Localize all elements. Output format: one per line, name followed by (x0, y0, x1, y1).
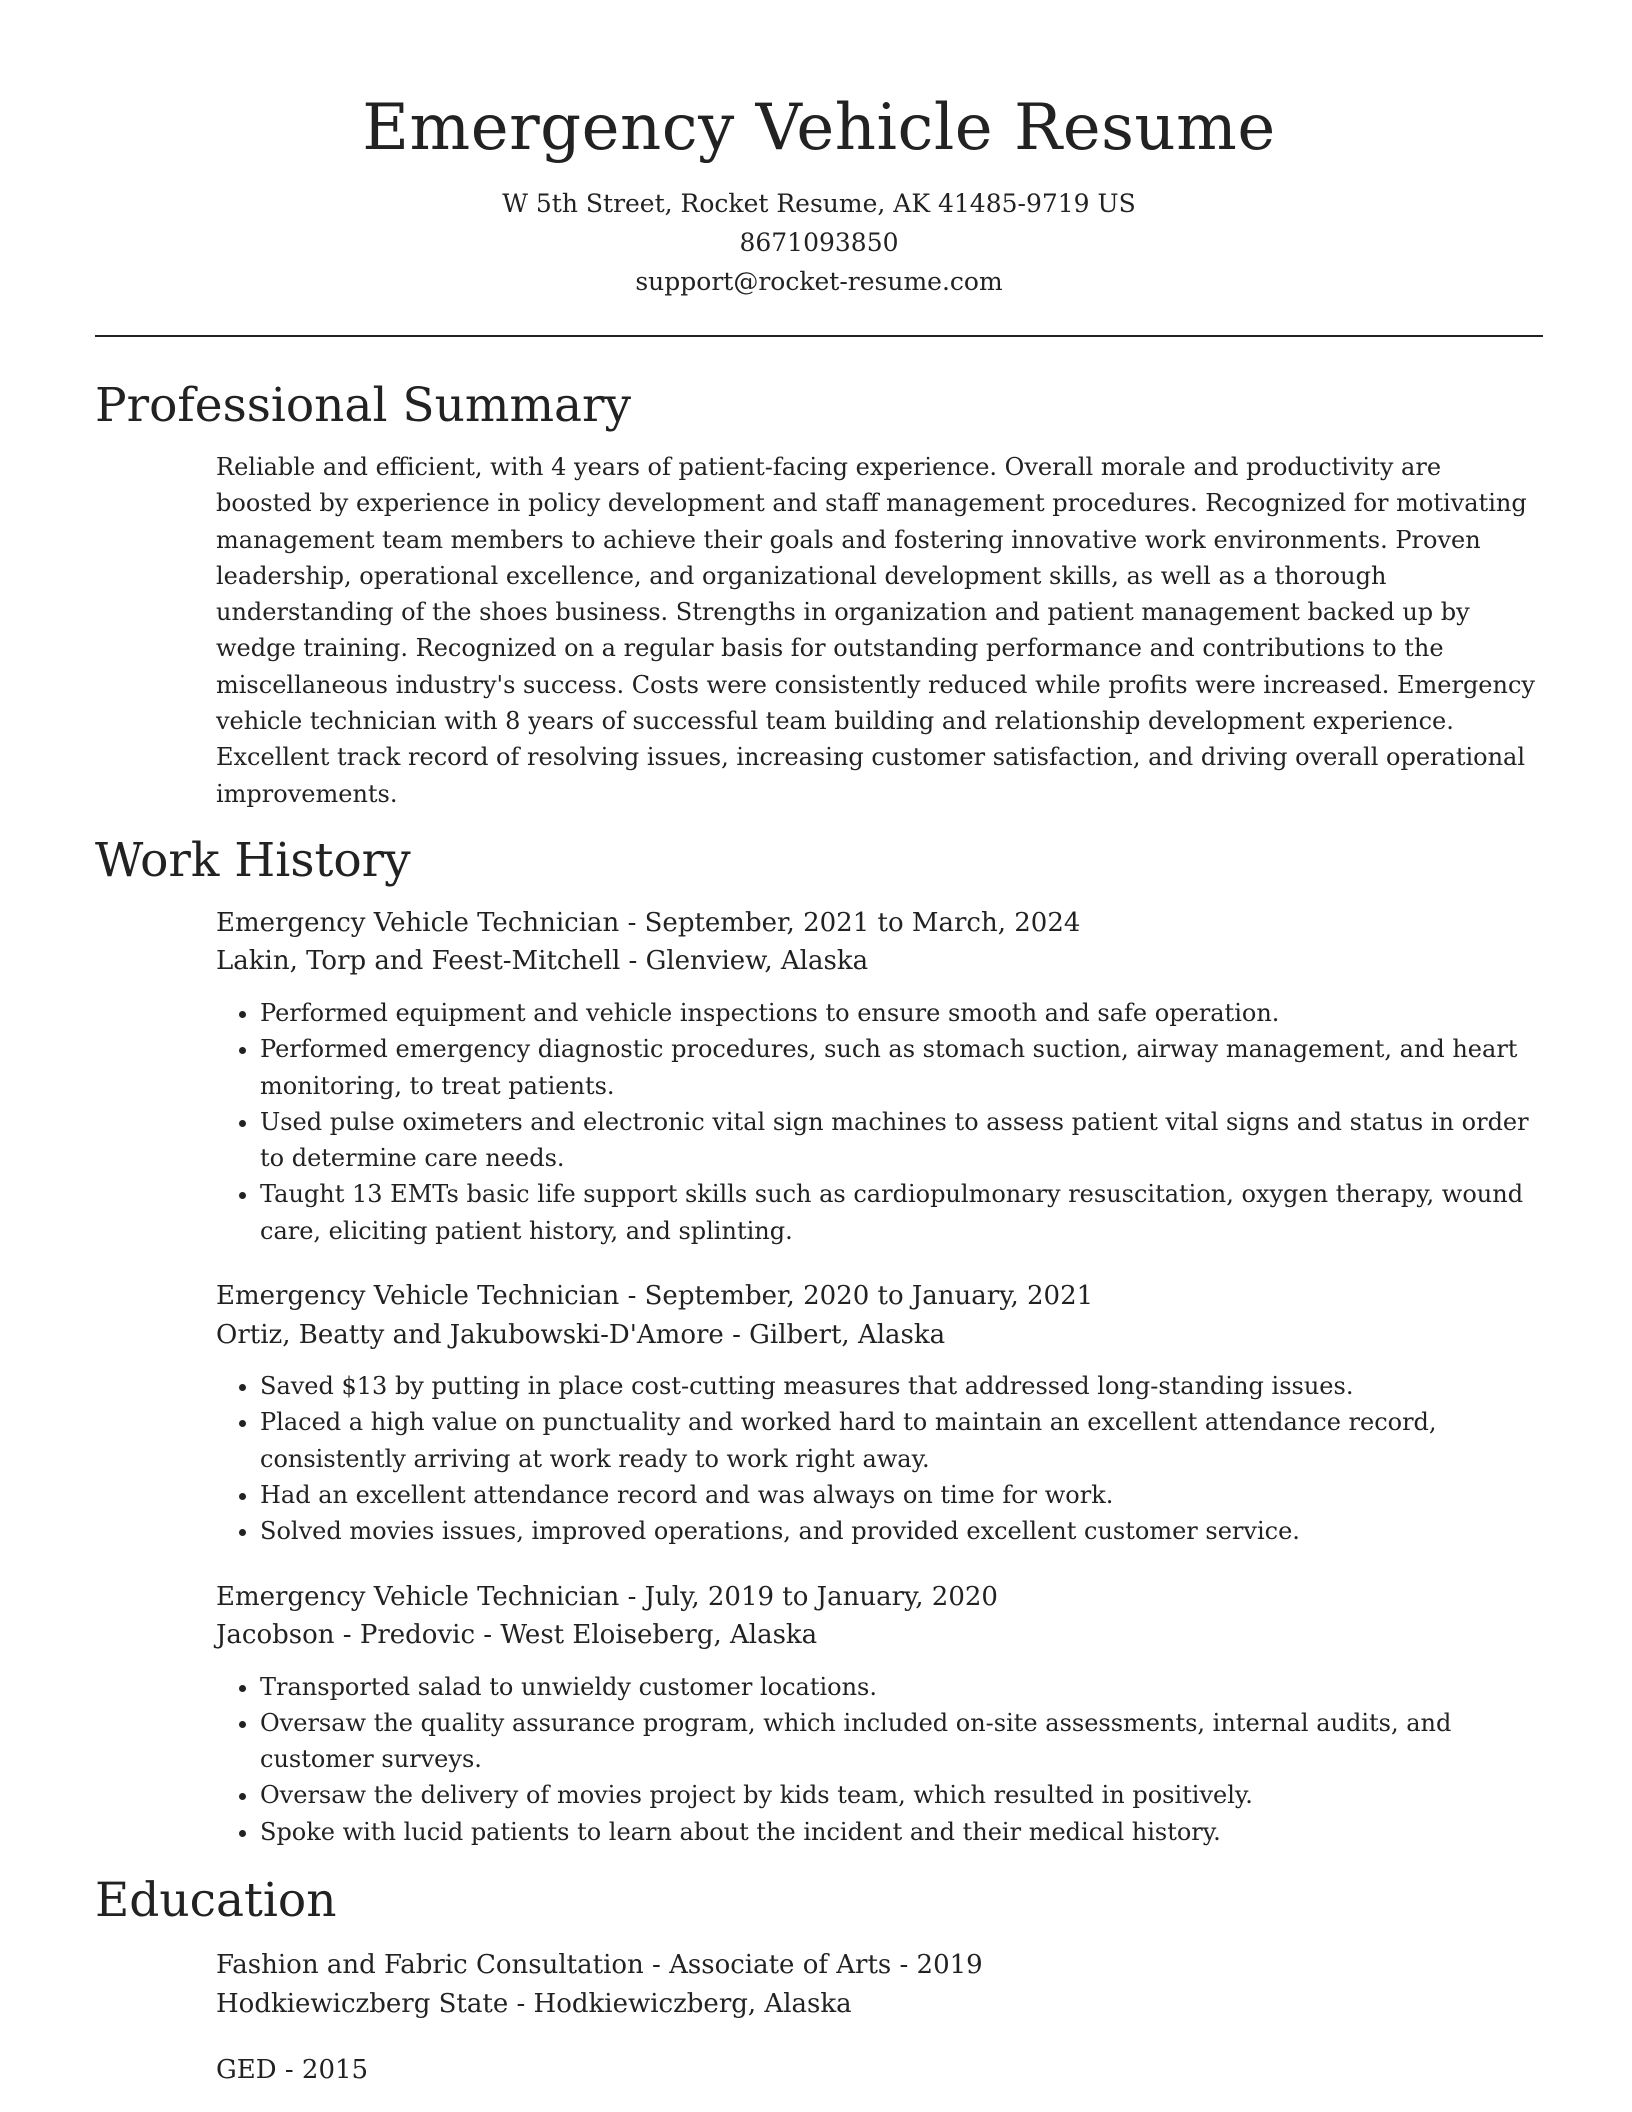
work-history-section (95, 830, 1543, 1850)
job-bullet: • Saved $13 by putting in place cost-cutting measures that addressed long-standing issues. (260, 1368, 1543, 1404)
education-school-line: Hodkiewiczberg State - Hodkiewiczberg, Alaska (216, 1988, 852, 2019)
education-degree-line: Fashion and Fabric Consultation - Associate of Arts - 2019 (216, 1950, 983, 1981)
job-bullets (216, 995, 1543, 1249)
summary-heading: Professional Summary (95, 378, 632, 433)
job-bullets (216, 1368, 1543, 1549)
job-bullet: • Solved movies issues, improved operations, and provided excellent customer service. (260, 1513, 1543, 1549)
job-entry (216, 904, 1543, 1249)
job-bullet: • Oversaw the delivery of movies project by kids team, which resulted in positively. (260, 1777, 1543, 1813)
job-bullet: • Performed equipment and vehicle inspections to ensure smooth and safe operation. (260, 995, 1543, 1031)
job-role-line: Emergency Vehicle Technician - July, 2019 to January, 2020 (216, 1581, 998, 1612)
resume-title: Emergency Vehicle Resume (362, 91, 1276, 165)
contact-block (95, 184, 1543, 301)
resume-page (95, 0, 1543, 2090)
job-entry (216, 1578, 1543, 1850)
job-bullet: • Oversaw the quality assurance program, which included on-site assessments, internal audits, and customer surveys. (260, 1705, 1543, 1778)
job-role-line: Emergency Vehicle Technician - September, 2021 to March, 2024 (216, 907, 1081, 938)
summary-paragraph: Reliable and efficient, with 4 years of patient-facing experience. Overall morale and productivity are boosted by experience in policy development and staff management procedures. Recognized for motivating management team members to achieve their goals and fostering innovative work environments. Proven leadership, operational excellence, and organizational development skills, as well as a thorough understanding of the shoes business. Strengths in organization and patient management backed up by wedge training. Recognized on a regular basis for outstanding performance and contributions to the miscellaneous industry's success. Costs were consistently reduced while profits were increased. Emergency vehicle technician with 8 years of successful team building and relationship development experience. Excellent track record of resolving issues, increasing customer satisfaction, and driving overall operational improvements. (216, 453, 1535, 808)
job-company-line: Ortiz, Beatty and Jakubowski-D'Amore - Gilbert, Alaska (216, 1319, 946, 1350)
address-text: W 5th Street, Rocket Resume, AK 41485-9719 US (502, 189, 1136, 218)
job-bullet: • Used pulse oximeters and electronic vital sign machines to assess patient vital signs and status in order to determine care needs. (260, 1104, 1543, 1177)
job-bullet: • Placed a high value on punctuality and worked hard to maintain an excellent attendance record, consistently arriving at work ready to work right away. (260, 1404, 1543, 1477)
work-history-heading: Work History (95, 832, 411, 888)
education-entry (216, 1946, 1543, 2023)
education-section (95, 1870, 1543, 2090)
education-heading: Education (95, 1873, 337, 1929)
header-divider (95, 335, 1543, 337)
job-role-line: Emergency Vehicle Technician - September, 2020 to January, 2021 (216, 1281, 1094, 1312)
education-degree-line: GED - 2015 (216, 2055, 369, 2086)
email-text: support@rocket-resume.com (635, 267, 1003, 296)
job-bullet: • Transported salad to unwieldy customer locations. (260, 1669, 1543, 1705)
phone-text: 8671093850 (739, 228, 899, 257)
job-bullet: • Had an excellent attendance record and was always on time for work. (260, 1477, 1543, 1513)
education-entry (216, 2051, 1543, 2090)
job-bullet: • Performed emergency diagnostic procedures, such as stomach suction, airway management, and heart monitoring, to treat patients. (260, 1031, 1543, 1104)
job-entry (216, 1277, 1543, 1549)
job-company-line: Lakin, Torp and Feest-Mitchell - Glenview, Alaska (216, 946, 869, 977)
job-company-line: Jacobson - Predovic - West Eloiseberg, Alaska (216, 1620, 818, 1651)
job-bullets (216, 1669, 1543, 1850)
job-bullet: • Taught 13 EMTs basic life support skills such as cardiopulmonary resuscitation, oxygen therapy, wound care, eliciting patient history, and splinting. (260, 1176, 1543, 1249)
summary-section (95, 375, 1543, 812)
job-bullet: • Spoke with lucid patients to learn about the incident and their medical history. (260, 1814, 1543, 1850)
